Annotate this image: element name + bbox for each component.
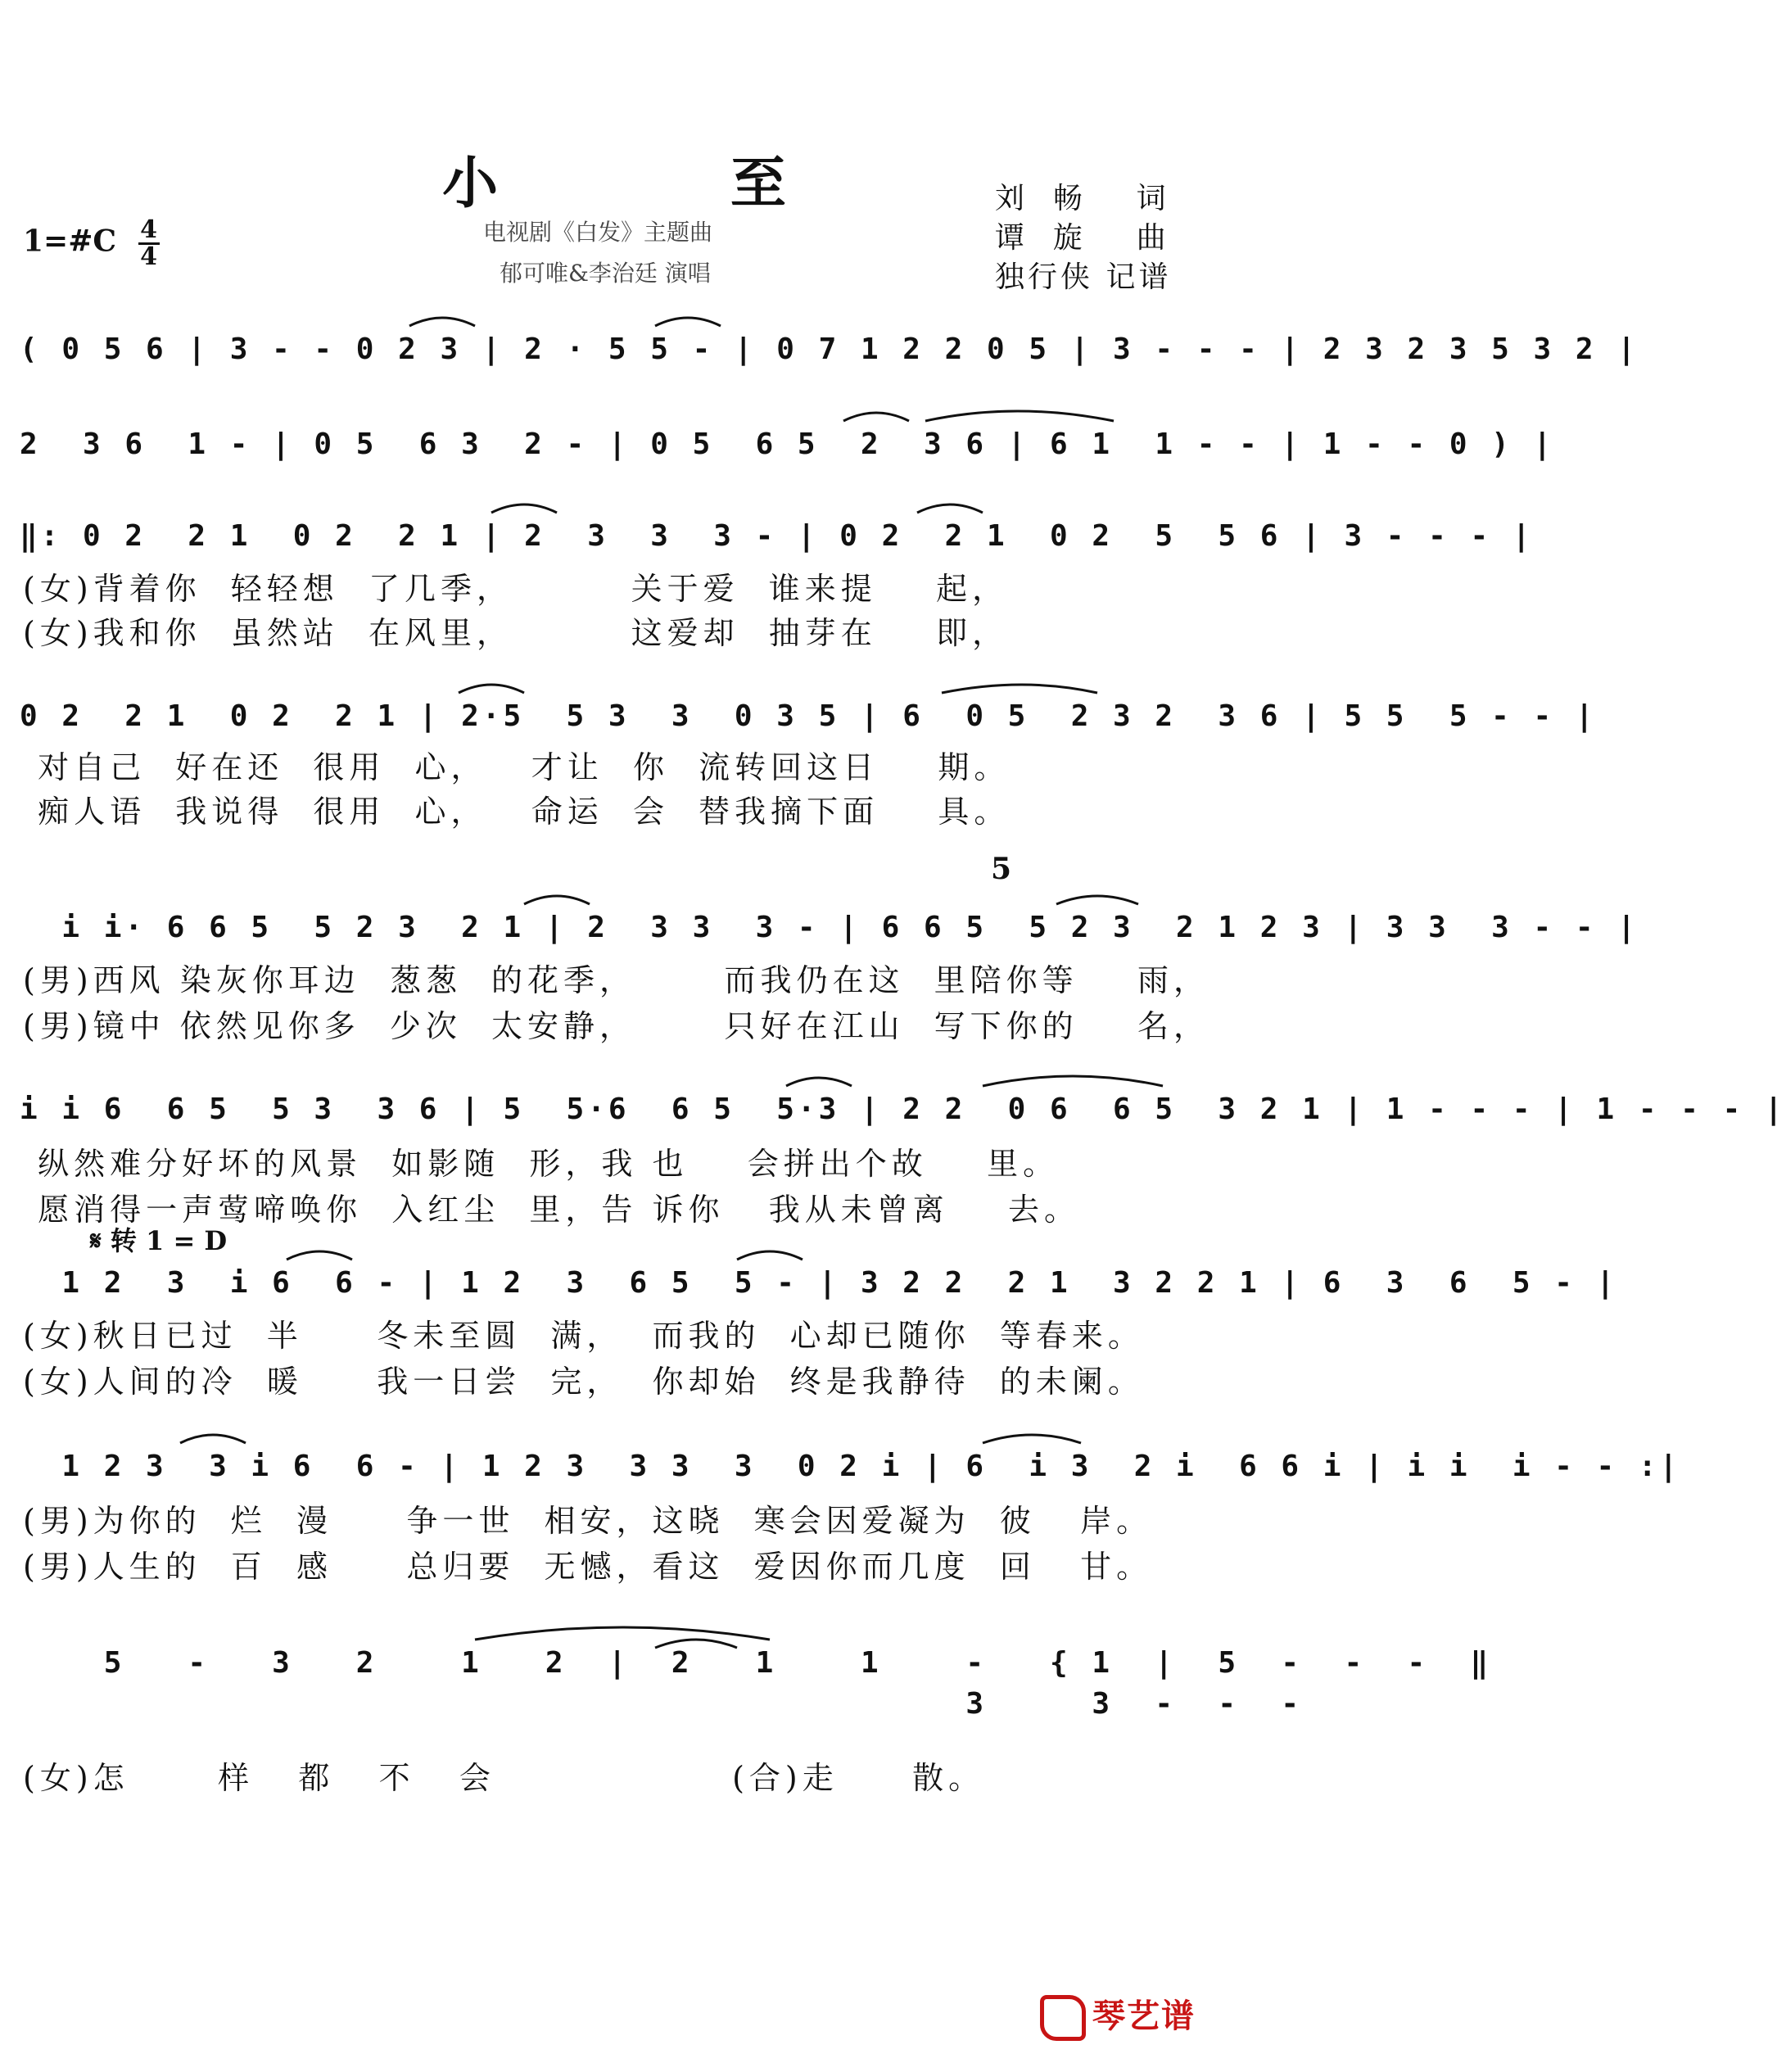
lyric-row-6-verse-2: 愿消得一声莺啼唤你 入红尘 里，告 诉你 我从未曾离 去。: [23, 1192, 1081, 1228]
lyricist-credit: 刘 畅 词: [995, 182, 1169, 215]
transcriber-credit: 独行侠 记谱: [995, 260, 1172, 294]
lyric-row-5-verse-2: (男)镜中 依然见你多 少次 太安静， 只好在江山 写下你的 名，: [23, 1008, 1210, 1044]
performers: 郁可唯&李治廷 演唱: [500, 260, 711, 287]
time-signature: [138, 215, 160, 271]
watermark-text: 琴艺谱: [1092, 1997, 1196, 2035]
time-denominator: 4: [140, 242, 158, 271]
lyric-row-8-verse-1: (男)为你的 烂 漫 争一世 相安，这晓 寒会因爱凝为 彼 岸。: [23, 1503, 1153, 1539]
notes-row-5: i i· 6 6 5 5 2 3 2 1 | 2 3 3 3 - | 6 6 5 5 2 3 2 1 2 3 | 3 3 3 - - |: [20, 911, 1639, 944]
lyric-row-3-verse-2: (女)我和你 虽然站 在风里， 这爱却 抽芽在 即，: [23, 615, 1009, 651]
staff-row-8: [20, 1438, 1681, 1495]
lyric-row-7-verse-2: (女)人间的冷 暖 我一日尝 完， 你却始 终是我静待 的未阑。: [23, 1364, 1144, 1400]
staff-row-9-lower: [20, 1676, 1303, 1733]
notes-row-2: 2 3 6 1 - | 0 5 6 3 2 - | 0 5 6 5 2 3 6 | 6 1 1 - - | 1 - - 0 ) |: [20, 428, 1555, 461]
lyric-row-4-verse-2: 痴人语 我说得 很用 心， 命运 会 替我摘下面 具。: [23, 794, 1011, 830]
key-signature: [23, 215, 160, 271]
ending-mark: 5: [991, 852, 1012, 886]
subtitle: 电视剧《白发》主题曲: [483, 219, 713, 246]
notes-row-8: 1 2 3 3 i 6 6 - | 1 2 3 3 3 3 0 2 i | 6 i 3 2 i 6 6 i | i i i - - :|: [20, 1450, 1681, 1483]
staff-row-3: [20, 508, 1534, 565]
lyric-row-3-verse-1: (女)背着你 轻轻想 了几季， 关于爱 谁来提 起，: [23, 571, 1009, 607]
lyric-row-4-verse-1: 对自己 好在还 很用 心， 才让 你 流转回这日 期。: [23, 749, 1011, 785]
staff-row-1: [20, 321, 1639, 378]
notes-row-3: ‖: 0 2 2 1 0 2 2 1 | 2 3 3 3 - | 0 2 2 1 0 2 5 5 6 | 3 - - - |: [20, 519, 1534, 553]
page-title: 小 至: [442, 151, 893, 216]
staff-row-4: [20, 688, 1597, 745]
notes-row-4: 0 2 2 1 0 2 2 1 | 2·5 5 3 3 0 3 5 | 6 0 5 2 3 2 3 6 | 5 5 5 - - |: [20, 699, 1597, 733]
composer-credit: 谭 旋 曲: [995, 221, 1169, 255]
staff-row-7: [20, 1255, 1618, 1312]
qinyipu-logo-icon: [1040, 1995, 1086, 2041]
lyric-row-6-verse-1: 纵然难分好坏的风景 如影随 形，我 也 会拼出个故 里。: [23, 1146, 1060, 1182]
time-numerator: 4: [140, 215, 158, 244]
lyric-row-8-verse-2: (男)人生的 百 感 总归要 无憾，看这 爱因你而几度 回 甘。: [23, 1549, 1153, 1585]
lyric-row-7-verse-1: (女)秋日已过 半 冬未至圆 满， 而我的 心却已随你 等春来。: [23, 1318, 1144, 1354]
segno-key-change: 𝄋 转 1 = D: [90, 1225, 228, 1256]
staff-row-2: [20, 416, 1555, 473]
lyric-row-5-verse-1: (男)西风 染灰你耳边 葱葱 的花季， 而我仍在这 里陪你等 雨，: [23, 962, 1210, 998]
notes-row-1: ( 0 5 6 | 3 - - 0 2 3 | 2 · 5 5 - | 0 7 1 2 2 0 5 | 3 - - - | 2 3 2 3 5 3 2 |: [20, 333, 1639, 366]
staff-row-6: [20, 1081, 1786, 1138]
notes-row-7: 1 2 3 i 6 6 - | 1 2 3 6 5 5 - | 3 2 2 2 1 3 2 2 1 | 6 3 6 5 - |: [20, 1266, 1618, 1300]
staff-row-5: [20, 899, 1639, 957]
watermark: [1040, 1990, 1196, 2041]
notes-row-6: i i 6 6 5 5 3 3 6 | 5 5·6 6 5 5·3 | 2 2 0 6 6 5 3 2 1 | 1 - - - | 1 - - - |: [20, 1093, 1786, 1126]
notes-row-9: 5 - 3 2 1 2 | 2 1 1 - { 1 | 5 - - - ‖: [20, 1646, 1492, 1680]
key-label: 1=#C: [23, 224, 117, 259]
lyric-row-9: (女)怎 样 都 不 会 (合)走 散。: [23, 1760, 985, 1796]
notes-row-9-lower: 3 3 - - -: [20, 1687, 1303, 1721]
